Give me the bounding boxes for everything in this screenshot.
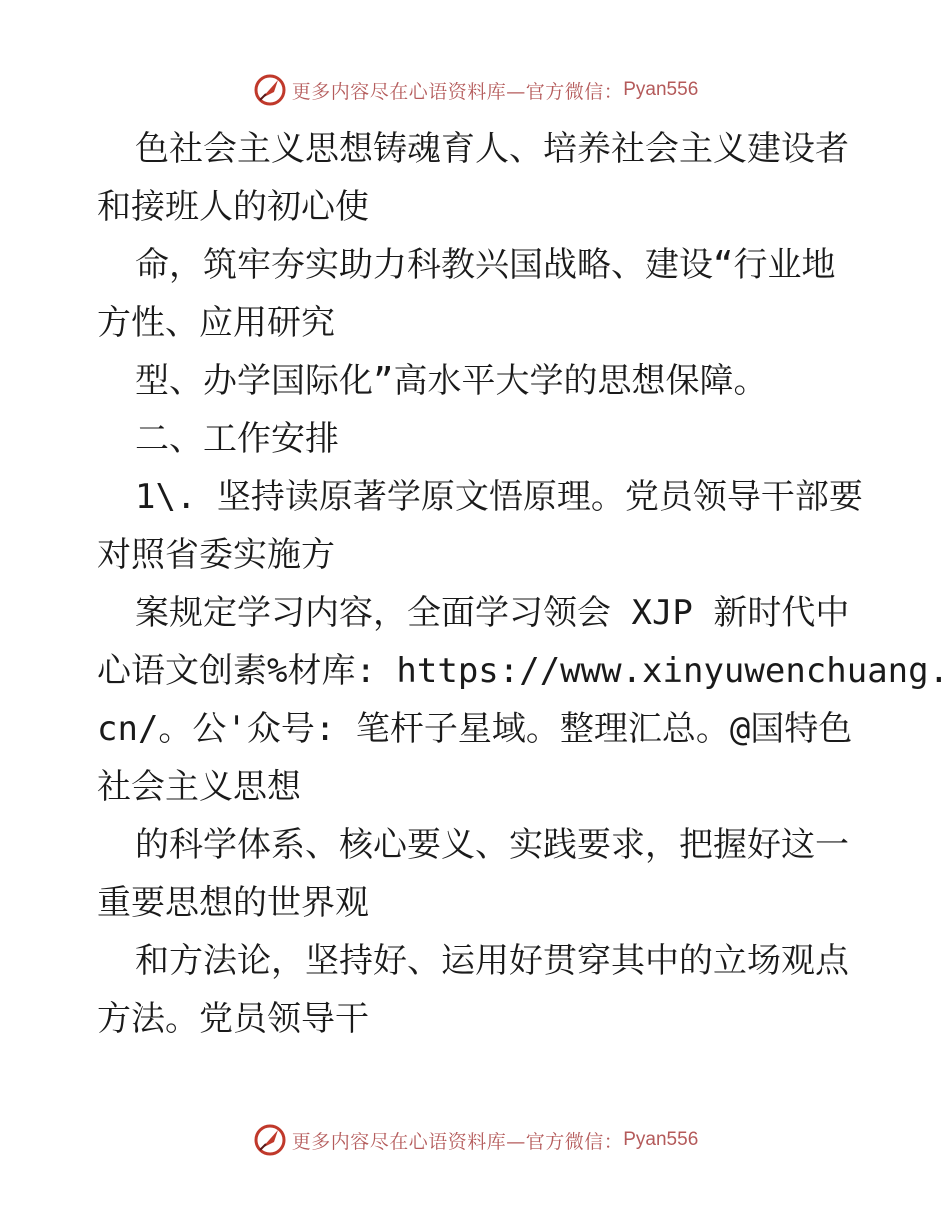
paragraph-line: 重要思想的世界观 (97, 883, 369, 923)
banner-text: 更多内容尽在心语资料库—官方微信： (291, 1130, 624, 1153)
paragraph-line: 和方法论，坚持好、运用好贯穿其中的立场观点 (135, 941, 849, 981)
paragraph-line: 社会主义思想 (97, 767, 301, 807)
paragraph-line: 方法。党员领导干 (97, 999, 369, 1039)
paragraph-line: 方性、应用研究 (97, 303, 335, 343)
header-banner (0, 70, 950, 110)
paragraph-line: 心语文创素%材库: https://www.xinyuwenchuang. (97, 651, 950, 691)
document-body (97, 120, 950, 1048)
paragraph-line: cn/。公'众号: 笔杆子星域。整理汇总。@国特色 (97, 709, 853, 749)
quill-logo-icon (252, 1122, 288, 1158)
paragraph-line: 的科学体系、核心要义、实践要求，把握好这一 (135, 825, 849, 865)
wechat-id: Pyan556 (623, 79, 699, 100)
banner-text: 更多内容尽在心语资料库—官方微信： (291, 80, 624, 103)
wechat-id: Pyan556 (623, 1129, 699, 1150)
quill-logo-icon (252, 72, 288, 108)
section-heading: 二、工作安排 (135, 419, 339, 459)
paragraph-line: 型、办学国际化”高水平大学的思想保障。 (135, 361, 768, 401)
footer-banner (0, 1120, 950, 1160)
paragraph-line: 对照省委实施方 (97, 535, 335, 575)
paragraph-line: 色社会主义思想铸魂育人、培养社会主义建设者 (135, 129, 849, 169)
paragraph-line: 案规定学习内容，全面学习领会 XJP 新时代中 (135, 593, 850, 633)
paragraph-line: 和接班人的初心使 (97, 187, 369, 227)
paragraph-line: 1\. 坚持读原著学原文悟原理。党员领导干部要 (135, 477, 863, 517)
paragraph-line: 命，筑牢夯实助力科教兴国战略、建设“行业地 (135, 245, 836, 285)
